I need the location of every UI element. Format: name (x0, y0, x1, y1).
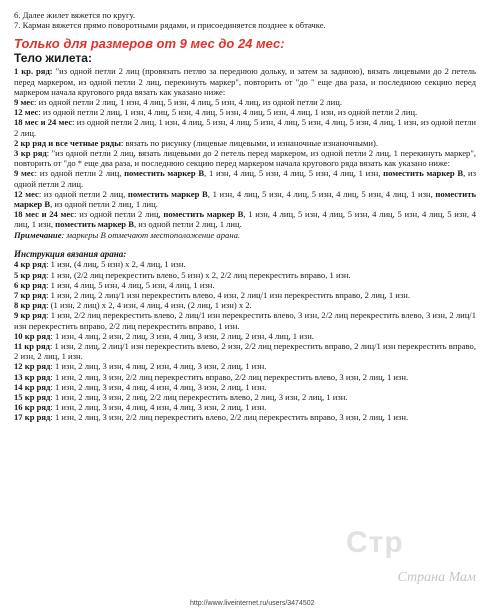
watermark-site: Страна Мам (397, 570, 476, 585)
aran-row: 8 кр ряд: (1 изн, 2 лиц) x 2, 4 изн, 4 лиц, 4 изн, (2 лиц, 1 изн) x 2. (14, 300, 252, 311)
note: Примечание: маркеры B отмечают местоположение арана. (14, 229, 241, 240)
intro-line-6: 6. Далее жилет вяжется по кругу. (14, 10, 136, 20)
section-title: Только для размеров от 9 мес до 24 мес: (14, 36, 285, 52)
aran-row: 15 кр ряд: 1 изн, 2 лиц, 3 изн, 2 лиц, 2/2 лиц перекрестить влево, 2 лиц, 3 изн, 2 лиц, 1 изн. (14, 392, 348, 402)
aran-row: 5 кр ряд: 1 изн, (2/2 лиц перекрестить влево, 5 изн) x 2, 2/2 лиц перекрестить вправо, 1 изн. (14, 269, 351, 280)
document-page (14, 10, 476, 423)
aran-row: 12 кр ряд: 1 изн, 2 лиц, 3 изн, 4 лиц, 2 изн, 4 лиц, 3 изн, 2 лиц, 1 изн. (14, 361, 267, 372)
aran-row: 6 кр ряд: 1 изн, 4 лиц, 5 изн, 4 лиц, 5 изн, 4 лиц, 1 изн. (14, 279, 215, 290)
row-3: 3 кр ряд: "из одной петли 2 лиц, вязать лицевыми до 2 петель перед маркером, из одной петли 2 лиц, 1 перекинуть маркер", повторить от "до * еще два раза, и последнюю секцию перед маркером начала кругового ряда вязать как указано ниже: (14, 148, 476, 169)
aran-row: 13 кр ряд: 1 изн, 2 лиц, 3 изн, 2/2 лиц перекрестить вправо, 2/2 лиц перекрестить влево, 3 изн, 2 лиц, 1 изн. (14, 371, 409, 382)
aran-row: 11 кр ряд: 1 изн, 2 лиц, 2 лиц/1 изн перекрестить влево, 2 изн, 2/2 лиц перекрестить вправо, 2 лиц/1 изн перекрестить вправо, 2 изн, 2 лиц, 1 изн. (14, 340, 476, 362)
aran-row: 7 кр ряд: 1 изн, 2 лиц, 2 лиц/1 изн перекрестить влево, 4 изн, 2 лиц/1 изн перекрестить вправо, 2 лиц, 1 изн. (14, 289, 411, 300)
row-3-size-9: 9 мес: из одной петли 2 лиц, поместить маркер B, 1 изн, 4 лиц, 5 изн, 4 лиц, 5 изн, 4 лиц, 1 изн, поместить маркер B, из одной петли 2 лиц. (14, 168, 477, 189)
section-subtitle: Тело жилета: (14, 51, 92, 66)
aran-row: 9 кр ряд: 1 изн, 2/2 лиц перекрестить влево, 2 лиц/1 изн перекрестить влево, 3 изн, 2/2 лиц перекрестить влево, 3 изн, 2 лиц/1 изн перекрестить вправо, 2/2 лиц перекрестить вправо, 1 изн. (14, 310, 476, 331)
row-1: 1 кр. ряд: "из одной петли 2 лиц (провязать петлю за переднюю дольку, и затем за заднюю), вязать лицевыми до 2 петель перед маркером, из одной петли 2 лиц, перекинуть маркер", повторить от "до " еще два раза, и последнюю секцию перед маркером начала кругового ряда вязать как указано ниже: (14, 66, 476, 97)
aran-row: 17 кр ряд: 1 изн, 2 лиц, 3 изн, 2/2 лиц перекрестить влево, 2/2 лиц перекрестить вправо, 3 изн, 2 лиц, 1 изн. (14, 412, 409, 423)
watermark-logo (306, 516, 476, 586)
intro-line-7: 7. Карман вяжется прямо поворотными рядами, и присоединяется позднее к обтачке. (14, 20, 326, 31)
footer-url[interactable]: http://www.liveinternet.ru/users/3474502 (190, 600, 315, 607)
row-1-size-9: 9 мес: из одной петли 2 лиц, 1 изн, 4 лиц, 5 изн, 4 лиц, 5 изн, 4 лиц, из одной петли 2 лиц. (14, 97, 342, 108)
row-2: 2 кр ряд и все четные ряды: вязать по рисунку (лицевые лицевыми, и изнаночные изнаночными). (14, 137, 378, 148)
aran-row: 4 кр ряд: 1 изн, (4 лиц, 5 изн) x 2, 4 лиц, 1 изн. (14, 259, 186, 270)
aran-title: Инструкция вязания арана: (14, 248, 127, 259)
row-1-size-12: 12 мес: из одной петли 2 лиц, 1 изн, 4 лиц, 5 изн, 4 лиц, 5 изн, 4 лиц, 5 изн, 4 лиц, 1 изн, из одной петли 2 лиц. (14, 107, 418, 118)
aran-row: 14 кр ряд: 1 изн, 2 лиц, 3 изн, 4 лиц, 4 изн, 4 лиц, 3 изн, 2 лиц, 1 изн. (14, 381, 267, 392)
row-3-size-12: 12 мес: из одной петли 2 лиц, поместить маркер B, 1 изн, 4 лиц, 5 изн, 4 лиц, 5 изн, 4 лиц, 5 изн, 4 лиц, 1 изн, поместить маркер B, из одной петли 2 лиц, 1 лиц. (14, 188, 476, 210)
watermark-text: Стр (346, 526, 404, 559)
aran-row: 10 кр ряд: 1 изн, 4 лиц, 2 изн, 2 лиц, 3 изн, 4 лиц, 3 изн, 2 лиц, 2 изн, 4 лиц, 1 изн. (14, 330, 314, 341)
aran-row: 16 кр ряд: 1 изн, 2 лиц, 3 изн, 4 лиц, 4 изн, 4 лиц, 3 изн, 2 лиц, 1 изн. (14, 402, 267, 413)
row-3-size-18-24: 18 мес и 24 мес: из одной петли 2 лиц, поместить маркер B, 1 изн, 4 лиц, 5 изн, 4 лиц, 5 изн, 4 лиц, 5 изн, 4 лиц, 5 изн, 4 лиц, 1 изн, поместить маркер B, из одной петли 2 лиц, 1 лиц. (14, 209, 477, 230)
row-1-size-18-24: 18 мес и 24 мес: из одной петли 2 лиц, 1 изн, 4 лиц, 5 изн, 4 лиц, 5 изн, 4 лиц, 5 изн, 4 лиц, 5 изн, 4 лиц, 1 изн, из одной петли 2 лиц. (14, 117, 476, 138)
